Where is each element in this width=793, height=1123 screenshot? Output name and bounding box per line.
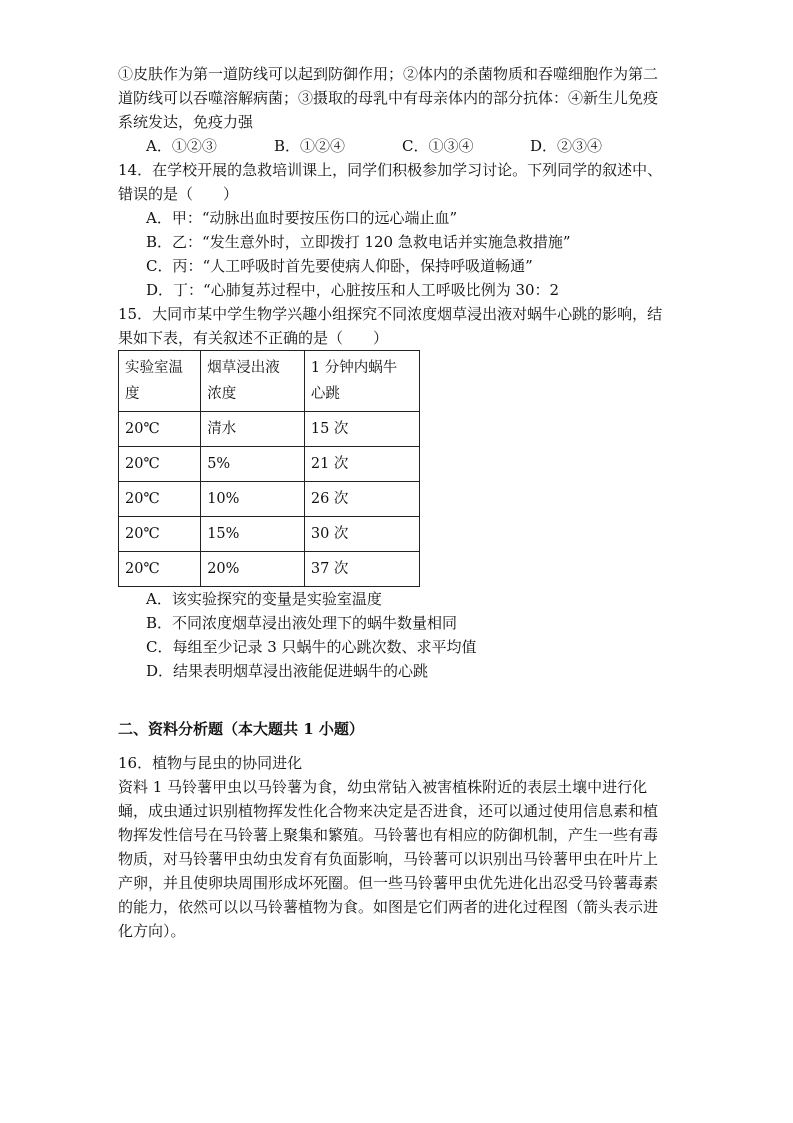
q13-option-c: C．①③④ xyxy=(402,137,474,155)
q15-option-c: C．每组至少记录 3 只蜗牛的心跳次数、求平均值 xyxy=(146,638,477,656)
table-cell: 37 次 xyxy=(304,552,419,587)
q13-statement-line: 系统发达，免疫力强 xyxy=(118,113,254,131)
q13-statement-line: 道防线可以吞噬溶解病菌；③摄取的母乳中有母亲体内的部分抗体：④新生儿免疫 xyxy=(118,89,659,107)
material-line: 的能力，依然可以以马铃薯植物为食。如图是它们两者的进化过程图（箭头表示进 xyxy=(118,898,659,916)
q15-stem: 15．大同市某中学生物学兴趣小组探究不同浓度烟草浸出液对蜗牛心跳的影响，结 xyxy=(118,305,663,323)
table-cell: 清水 xyxy=(201,412,305,447)
q15-option-b: B．不同浓度烟草浸出液处理下的蜗牛数量相同 xyxy=(146,614,458,632)
table-cell: 20℃ xyxy=(119,447,201,482)
q15-option-d: D．结果表明烟草浸出液能促进蜗牛的心跳 xyxy=(146,662,429,680)
table-row xyxy=(119,517,420,552)
header-cell-concentration: 烟草浸出液 浓度 xyxy=(201,351,305,412)
table-cell: 15% xyxy=(201,517,305,552)
material-line: 物质，对马铃薯甲虫幼虫发育有负面影响，马铃薯可以识别出马铃薯甲虫在叶片上 xyxy=(118,850,659,868)
q14-option-a: A．甲：“动脉出血时要按压伤口的远心端止血” xyxy=(146,209,458,227)
material-line: 蛹，成虫通过识别植物挥发性化合物来决定是否进食，还可以通过使用信息素和植 xyxy=(118,802,659,820)
material-line: 资料 1 马铃薯甲虫以马铃薯为食，幼虫常钻入被害植株附近的表层土壤中进行化 xyxy=(118,778,648,796)
table-cell: 20℃ xyxy=(119,482,201,517)
table-cell: 5% xyxy=(201,447,305,482)
q16-material xyxy=(118,775,678,943)
q14-stem: 14．在学校开展的急救培训课上，同学们积极参加学习讨论。下列同学的叙述中、 xyxy=(118,161,663,179)
q15-stem: 果如下表，有关叙述不正确的是（ ） xyxy=(118,329,389,347)
q16-title: 16．植物与昆虫的协同进化 xyxy=(118,754,303,772)
material-line: 物挥发性信号在马铃薯上聚集和繁殖。马铃薯也有相应的防御机制，产生一些有毒 xyxy=(118,826,659,844)
question-14 xyxy=(118,158,678,302)
section-heading: 二、资料分析题（本大题共 1 小题） xyxy=(118,720,364,738)
q13-option-a: A．①②③ xyxy=(146,137,217,155)
question-16 xyxy=(118,751,678,943)
material-line: 产卵，并且使卵块周围形成坏死圈。但一些马铃薯甲虫优先进化出忍受马铃薯毒素 xyxy=(118,874,659,892)
table-row xyxy=(119,482,420,517)
q15-option-a: A．该实验探究的变量是实验室温度 xyxy=(146,590,382,608)
table-cell: 15 次 xyxy=(304,412,419,447)
table-cell: 26 次 xyxy=(304,482,419,517)
q13-option-d: D．②③④ xyxy=(530,137,603,155)
header-cell-temperature: 实验室温 度 xyxy=(119,351,201,412)
q14-stem: 错误的是（ ） xyxy=(118,185,239,203)
table-row xyxy=(119,447,420,482)
document-page xyxy=(118,62,678,943)
q14-option-b: B．乙：“发生意外时，立即拨打 120 急救电话并实施急救措施” xyxy=(146,233,571,251)
table-cell: 20℃ xyxy=(119,552,201,587)
q13-options xyxy=(118,134,678,158)
table-row xyxy=(119,552,420,587)
table-cell: 20℃ xyxy=(119,412,201,447)
question-13-continued xyxy=(118,62,678,158)
table-row xyxy=(119,412,420,447)
q14-option-d: D．丁：“心肺复苏过程中，心脏按压和人工呼吸比例为 30：2 xyxy=(146,281,560,299)
table-header-row xyxy=(119,351,420,412)
q14-option-c: C．丙：“人工呼吸时首先要使病人仰卧，保持呼吸道畅通” xyxy=(146,257,533,275)
material-line: 化方向）。 xyxy=(118,922,186,940)
header-cell-heartbeat: 1 分钟内蜗牛 心跳 xyxy=(304,351,419,412)
q15-data-table xyxy=(118,350,420,587)
table-cell: 30 次 xyxy=(304,517,419,552)
question-15 xyxy=(118,302,678,683)
q13-option-b: B．①②④ xyxy=(274,137,346,155)
table-cell: 21 次 xyxy=(304,447,419,482)
table-cell: 10% xyxy=(201,482,305,517)
table-cell: 20% xyxy=(201,552,305,587)
table-cell: 20℃ xyxy=(119,517,201,552)
q13-statement-line: ①皮肤作为第一道防线可以起到防御作用；②体内的杀菌物质和吞噬细胞作为第二 xyxy=(118,65,659,83)
